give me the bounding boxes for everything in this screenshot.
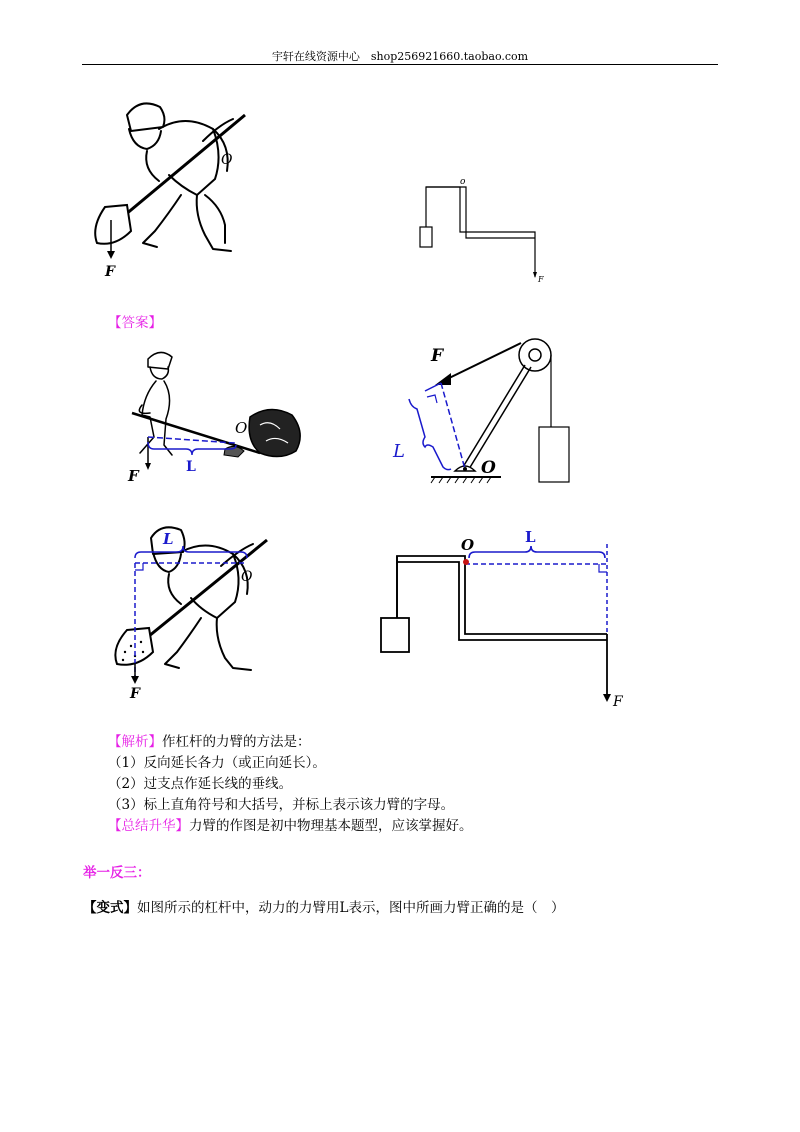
- variant-tag: 【变式】: [83, 900, 137, 916]
- analysis-step-2: （2）过支点作延长线的垂线。: [108, 776, 293, 792]
- answer-tag: 【答案】: [108, 315, 162, 331]
- label-o: O: [461, 536, 475, 554]
- analysis-step-1: （1）反向延长各力（或正向延长）。: [108, 755, 326, 771]
- label-f: F: [105, 264, 115, 280]
- label-l: L: [525, 528, 536, 546]
- figure-answer-pulley: [385, 335, 585, 495]
- label-l: L: [186, 459, 196, 475]
- label-o: O: [241, 569, 253, 585]
- figure-bracket-lever: [410, 172, 550, 287]
- label-f: F: [613, 694, 623, 710]
- section-heading: 举一反三：: [83, 865, 151, 881]
- label-o: O: [481, 458, 496, 478]
- figure-answer-crowbar: [120, 345, 310, 485]
- figure-answer-bracket: [375, 522, 635, 712]
- figure-answer-shovel: [105, 518, 280, 703]
- label-o: O: [235, 419, 248, 437]
- figure-shovel-worker: [85, 95, 255, 285]
- page-header: 宇轩在线资源中心 shop256921660.taobao.com: [271, 50, 529, 63]
- label-f: F: [128, 467, 139, 485]
- variant-text: 如图所示的杠杆中，动力的力臂用L表示，图中所画力臂正确的是（ ）: [137, 900, 565, 916]
- analysis-intro-text: 作杠杆的力臂的方法是：: [162, 734, 311, 750]
- summary: [108, 816, 473, 836]
- summary-tag: 【总结升华】: [108, 818, 189, 834]
- label-f: F: [538, 275, 544, 284]
- label-l: L: [393, 441, 405, 462]
- label-f: F: [431, 346, 444, 366]
- label-f: F: [130, 686, 140, 702]
- analysis-step-3: （3）标上直角符号和大括号，并标上表示该力臂的字母。: [108, 797, 455, 813]
- label-o: o: [460, 177, 466, 187]
- header-rule: [82, 64, 718, 65]
- label-o: O: [221, 152, 233, 168]
- label-l: L: [163, 530, 174, 548]
- summary-text: 力臂的作图是初中物理基本题型，应该掌握好。: [189, 818, 473, 834]
- analysis-tag: 【解析】: [108, 734, 162, 750]
- analysis-intro: [108, 732, 311, 752]
- variant-question: [83, 898, 564, 918]
